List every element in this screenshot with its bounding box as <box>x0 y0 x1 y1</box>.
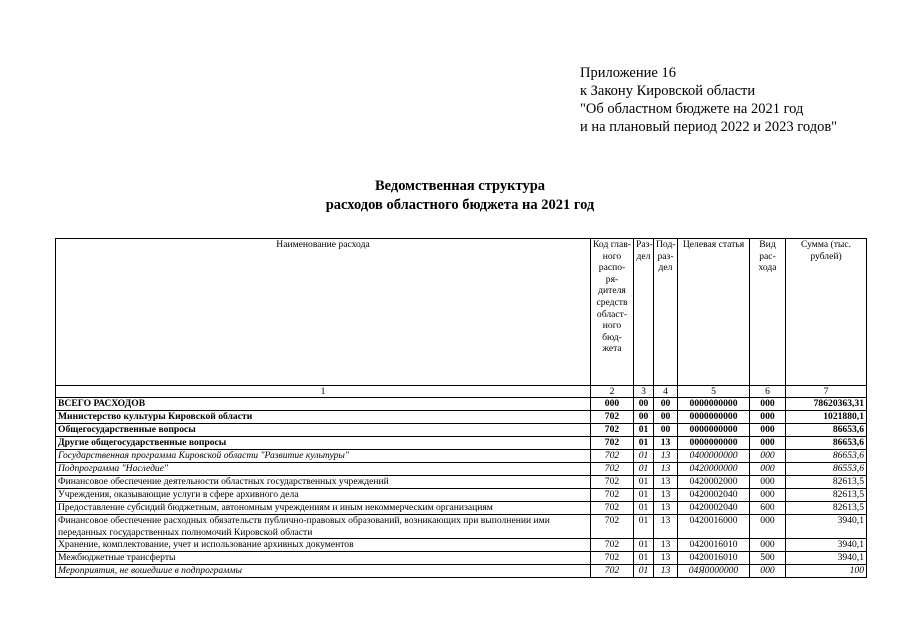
cell-code: 702 <box>591 502 634 515</box>
cell-subsection: 13 <box>654 502 678 515</box>
cell-section: 01 <box>634 424 654 437</box>
column-number-row <box>56 386 867 398</box>
cell-code: 702 <box>591 476 634 489</box>
cell-name: Финансовое обеспечение деятельности областных государственных учреждений <box>56 476 591 489</box>
cell-code: 702 <box>591 411 634 424</box>
cell-sum: 1021880,1 <box>786 411 867 424</box>
cell-name: Межбюджетные трансферты <box>56 552 591 565</box>
cell-section: 01 <box>634 539 654 552</box>
cell-code: 702 <box>591 424 634 437</box>
cell-target: 0420002000 <box>678 476 750 489</box>
table-row <box>56 437 867 450</box>
column-number: 3 <box>634 386 654 398</box>
cell-subsection: 13 <box>654 476 678 489</box>
table-row <box>56 552 867 565</box>
budget-table <box>55 238 867 578</box>
table-row <box>56 502 867 515</box>
cell-target: 0400000000 <box>678 450 750 463</box>
table-row <box>56 463 867 476</box>
table-row <box>56 565 867 578</box>
cell-subsection: 13 <box>654 539 678 552</box>
cell-kind: 600 <box>750 502 786 515</box>
cell-sum: 3940,1 <box>786 539 867 552</box>
appendix-line: "Об областном бюджете на 2021 год <box>580 101 804 117</box>
cell-target: 0000000000 <box>678 424 750 437</box>
cell-sum: 86653,6 <box>786 424 867 437</box>
cell-kind: 000 <box>750 539 786 552</box>
cell-subsection: 00 <box>654 424 678 437</box>
cell-name: Государственная программа Кировской области "Развитие культуры" <box>56 450 591 463</box>
header-name: Наименование расхода <box>56 239 591 386</box>
table-row <box>56 539 867 552</box>
cell-section: 00 <box>634 398 654 411</box>
cell-code: 702 <box>591 489 634 502</box>
cell-code: 702 <box>591 450 634 463</box>
cell-section: 01 <box>634 450 654 463</box>
cell-section: 00 <box>634 411 654 424</box>
cell-name: Общегосударственные вопросы <box>56 424 591 437</box>
cell-name: Финансовое обеспечение расходных обязательств публично-правовых образований, возникающих при выполнении ими переданных государственных полномочий Кировской области <box>56 515 591 539</box>
cell-code: 702 <box>591 515 634 539</box>
cell-subsection: 13 <box>654 489 678 502</box>
cell-section: 01 <box>634 515 654 539</box>
header-code: Код глав-ного распо-ря-дителя средств област-ного бюд-жета <box>591 239 634 386</box>
cell-section: 01 <box>634 502 654 515</box>
appendix-line: и на плановый период 2022 и 2023 годов" <box>580 119 838 135</box>
cell-sum: 82613,5 <box>786 502 867 515</box>
header-section: Раз-дел <box>634 239 654 386</box>
header-sum: Сумма (тыс. рублей) <box>786 239 867 386</box>
cell-target: 04Я0000000 <box>678 565 750 578</box>
cell-sum: 100 <box>786 565 867 578</box>
table-body <box>56 386 867 578</box>
cell-target: 0420000000 <box>678 463 750 476</box>
cell-subsection: 00 <box>654 411 678 424</box>
cell-section: 01 <box>634 463 654 476</box>
cell-kind: 000 <box>750 411 786 424</box>
cell-target: 0420016010 <box>678 539 750 552</box>
cell-name: Мероприятия, не вошедшие в подпрограммы <box>56 565 591 578</box>
cell-kind: 000 <box>750 424 786 437</box>
cell-target: 0420016000 <box>678 515 750 539</box>
cell-kind: 000 <box>750 489 786 502</box>
cell-kind: 000 <box>750 476 786 489</box>
cell-section: 01 <box>634 552 654 565</box>
header-kind: Вид рас-хода <box>750 239 786 386</box>
cell-target: 0420016010 <box>678 552 750 565</box>
cell-kind: 500 <box>750 552 786 565</box>
cell-name: Предоставление субсидий бюджетным, автономным учреждениям и иным некоммерческим организациям <box>56 502 591 515</box>
cell-code: 702 <box>591 463 634 476</box>
column-number: 6 <box>750 386 786 398</box>
cell-kind: 000 <box>750 437 786 450</box>
cell-name: Учреждения, оказывающие услуги в сфере архивного дела <box>56 489 591 502</box>
cell-name: Другие общегосударственные вопросы <box>56 437 591 450</box>
cell-code: 702 <box>591 437 634 450</box>
cell-sum: 82613,5 <box>786 489 867 502</box>
cell-target: 0000000000 <box>678 398 750 411</box>
cell-target: 0000000000 <box>678 411 750 424</box>
cell-sum: 3940,1 <box>786 515 867 539</box>
table-row <box>56 424 867 437</box>
cell-subsection: 13 <box>654 565 678 578</box>
cell-target: 0420002040 <box>678 489 750 502</box>
table-row <box>56 476 867 489</box>
cell-subsection: 00 <box>654 398 678 411</box>
document-title <box>250 177 670 215</box>
cell-kind: 000 <box>750 565 786 578</box>
cell-subsection: 13 <box>654 515 678 539</box>
cell-sum: 86553,6 <box>786 463 867 476</box>
cell-name: ВСЕГО РАСХОДОВ <box>56 398 591 411</box>
appendix-note <box>580 64 837 136</box>
title-line-1: Ведомственная структура <box>374 178 546 194</box>
cell-code: 000 <box>591 398 634 411</box>
cell-sum: 78620363,31 <box>786 398 867 411</box>
column-number: 2 <box>591 386 634 398</box>
title-line-2: расходов областного бюджета на 2021 год <box>325 197 595 213</box>
cell-sum: 86653,6 <box>786 450 867 463</box>
cell-kind: 000 <box>750 515 786 539</box>
table-row <box>56 515 867 539</box>
cell-sum: 86653,6 <box>786 437 867 450</box>
cell-name: Министерство культуры Кировской области <box>56 411 591 424</box>
cell-section: 01 <box>634 489 654 502</box>
cell-code: 702 <box>591 539 634 552</box>
table-row <box>56 398 867 411</box>
table-row <box>56 489 867 502</box>
cell-subsection: 13 <box>654 552 678 565</box>
cell-subsection: 13 <box>654 450 678 463</box>
cell-sum: 82613,5 <box>786 476 867 489</box>
cell-target: 0000000000 <box>678 437 750 450</box>
column-number: 4 <box>654 386 678 398</box>
cell-section: 01 <box>634 437 654 450</box>
cell-name: Хранение, комплектование, учет и использование архивных документов <box>56 539 591 552</box>
cell-kind: 000 <box>750 450 786 463</box>
column-number: 1 <box>56 386 591 398</box>
cell-target: 0420002040 <box>678 502 750 515</box>
appendix-line: к Закону Кировской области <box>580 83 756 99</box>
cell-code: 702 <box>591 565 634 578</box>
cell-subsection: 13 <box>654 437 678 450</box>
cell-name: Подпрограмма "Наследие" <box>56 463 591 476</box>
header-subsection: Под-раз-дел <box>654 239 678 386</box>
table-header <box>56 239 867 386</box>
appendix-line: Приложение 16 <box>580 65 676 81</box>
cell-code: 702 <box>591 552 634 565</box>
cell-kind: 000 <box>750 463 786 476</box>
table-row <box>56 411 867 424</box>
cell-subsection: 13 <box>654 463 678 476</box>
column-number: 5 <box>678 386 750 398</box>
header-target: Целевая статья <box>678 239 750 386</box>
cell-section: 01 <box>634 476 654 489</box>
table-row <box>56 450 867 463</box>
column-number: 7 <box>786 386 867 398</box>
cell-section: 01 <box>634 565 654 578</box>
cell-kind: 000 <box>750 398 786 411</box>
cell-sum: 3940,1 <box>786 552 867 565</box>
